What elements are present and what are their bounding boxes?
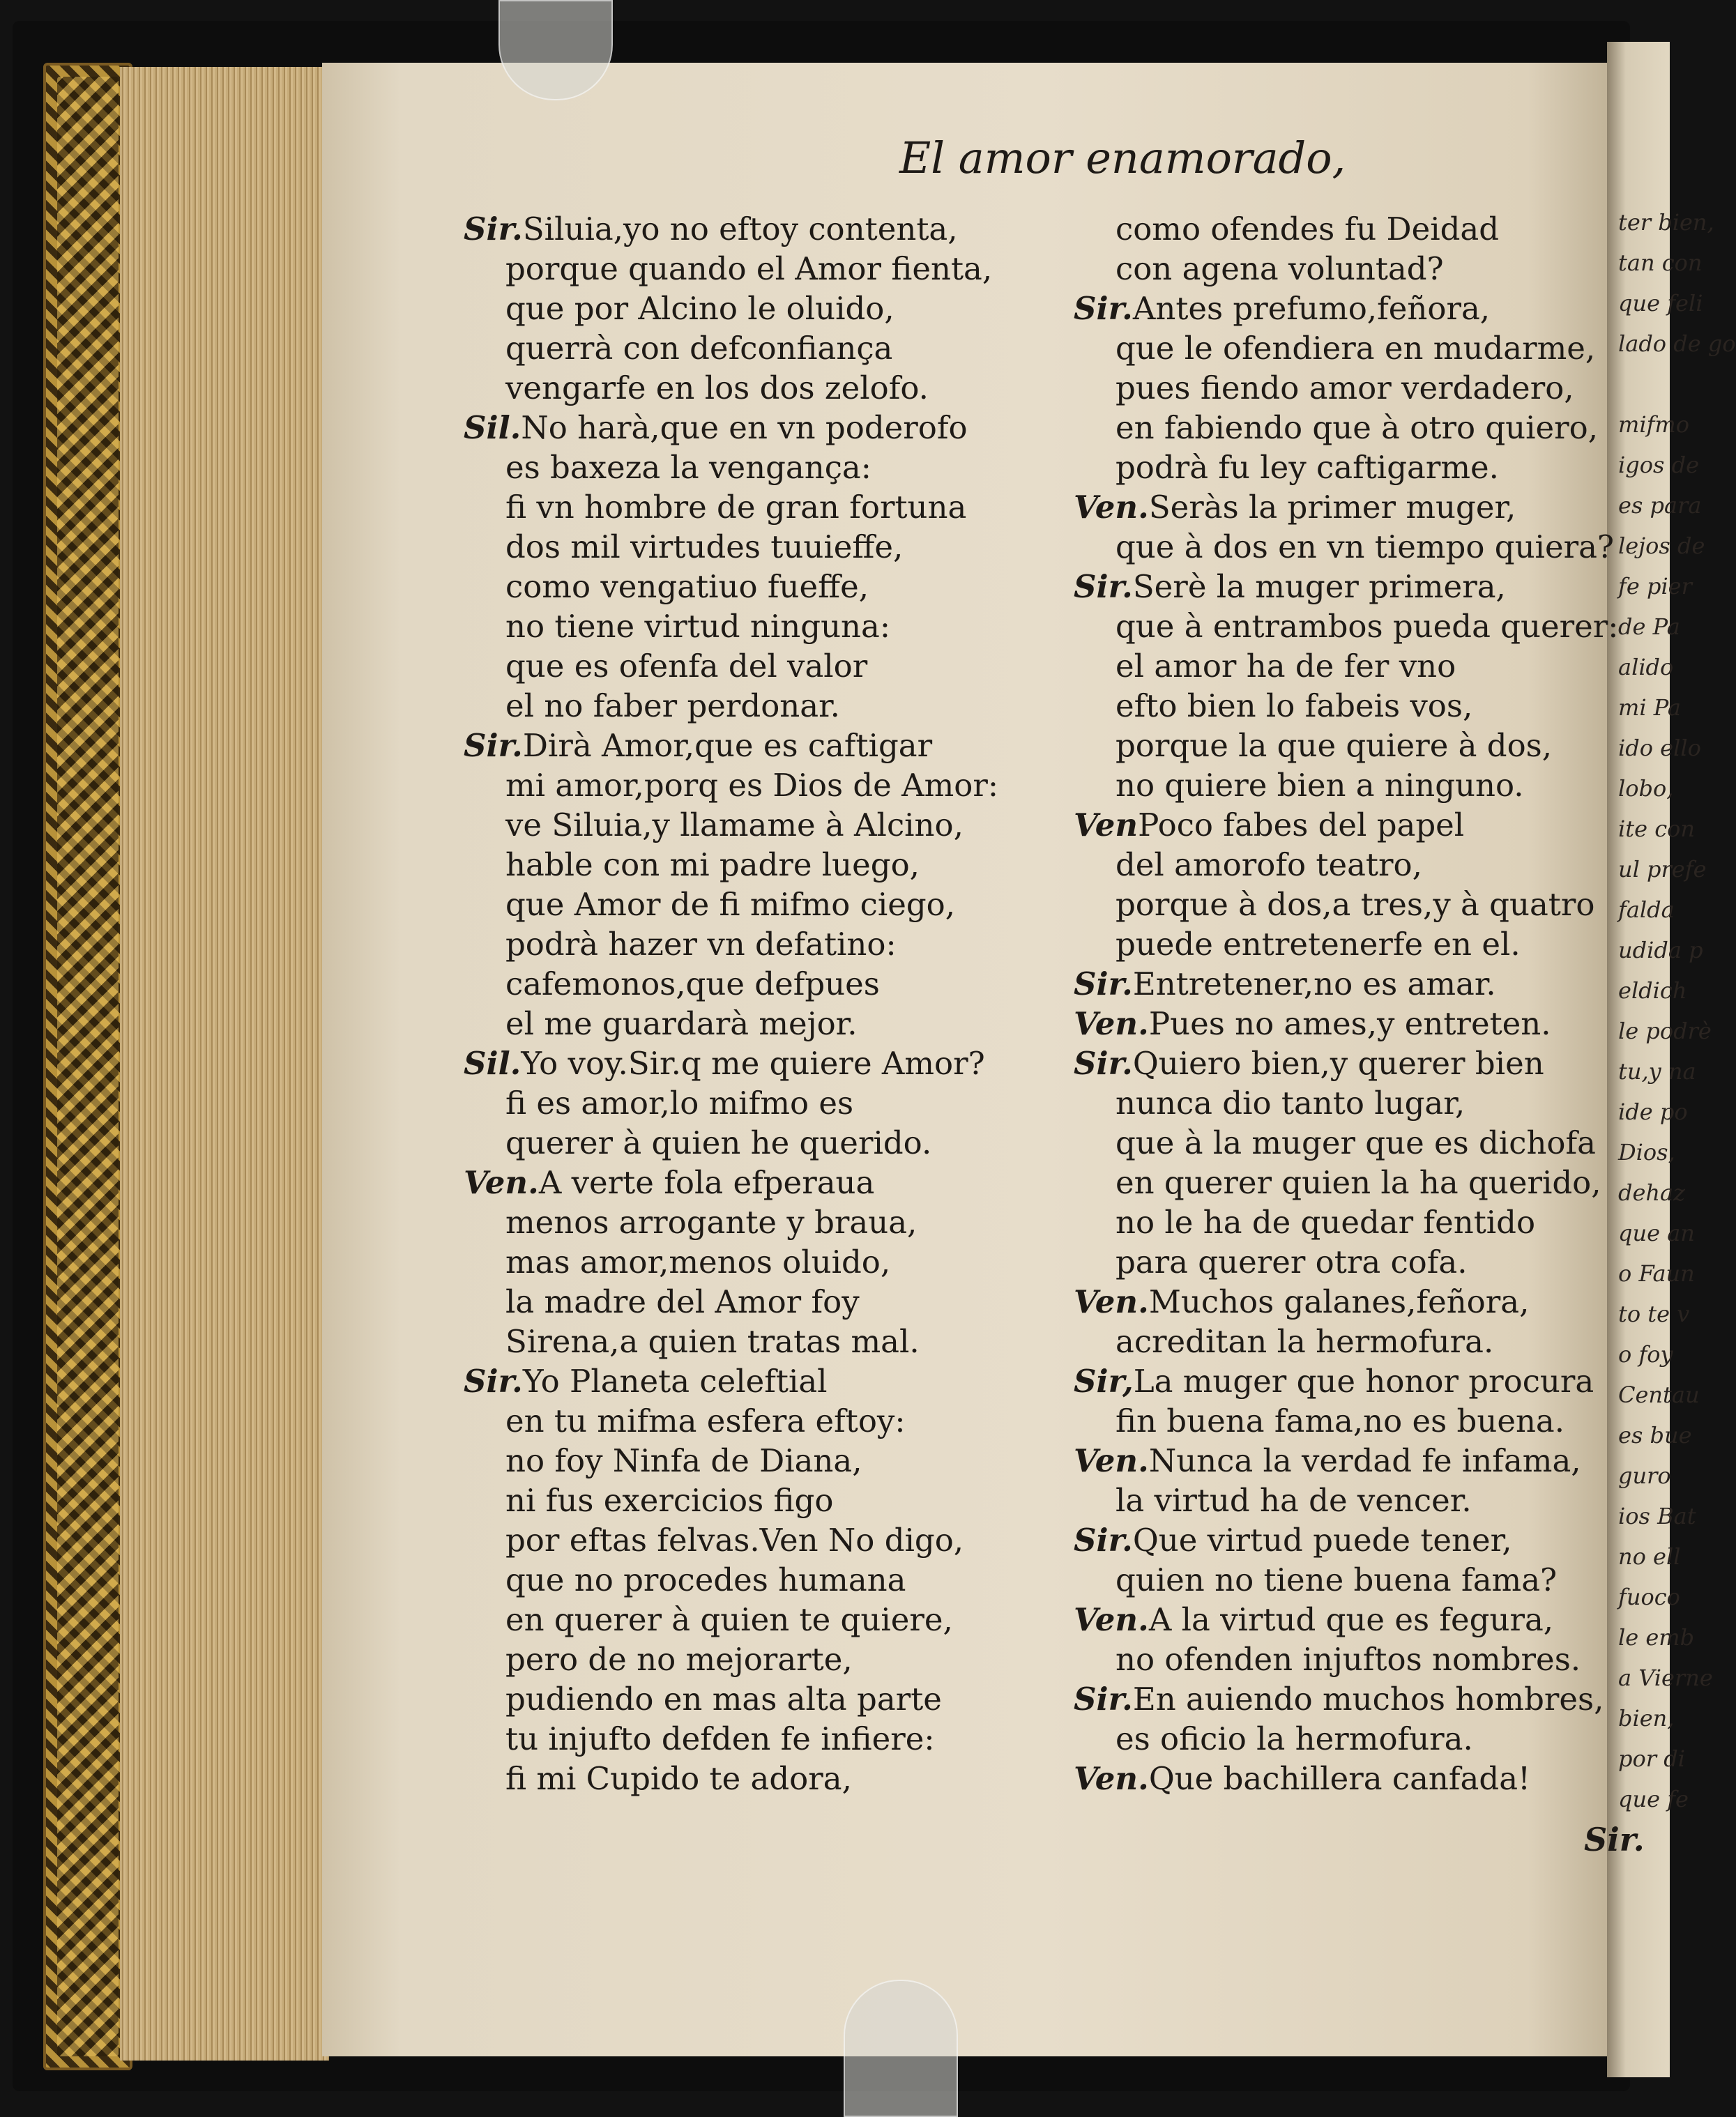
speaker-label: Sir. bbox=[1074, 568, 1133, 605]
verse-line bbox=[464, 527, 1021, 567]
facing-page-text: ios Bat bbox=[1618, 1503, 1696, 1529]
speaker-label: Sil. bbox=[464, 1045, 521, 1082]
verse-text: como ofendes fu Deidad bbox=[1116, 211, 1500, 247]
verse-text: porque quando el Amor fienta, bbox=[505, 250, 993, 287]
verse-line bbox=[464, 1123, 1021, 1163]
verse-text: porque à dos,a tres,y à quatro bbox=[1116, 886, 1595, 923]
speaker-label: Ven. bbox=[1074, 1601, 1149, 1638]
facing-page-text: tan con bbox=[1618, 250, 1703, 276]
verse-text: ve Siluia,y llamame à Alcino, bbox=[505, 807, 964, 843]
facing-page-text: es bue bbox=[1618, 1422, 1692, 1449]
verse-text: podrà fu ley caftigarme. bbox=[1116, 449, 1499, 486]
speaker-label: Ven. bbox=[1074, 1760, 1149, 1797]
verse-line bbox=[464, 1044, 1021, 1083]
verse-line bbox=[1074, 646, 1604, 686]
verse-line bbox=[464, 1202, 1021, 1242]
verse-line bbox=[464, 1600, 1021, 1640]
verse-line bbox=[1074, 1560, 1604, 1600]
verse-line bbox=[464, 845, 1021, 885]
verse-text: Entretener,no es amar. bbox=[1132, 965, 1496, 1002]
verse-text: A la virtud que es fegura, bbox=[1148, 1601, 1554, 1638]
running-header: El amor enamorado, bbox=[899, 132, 1346, 183]
page-clip-bottom bbox=[844, 1980, 958, 2117]
verse-text: el no faber perdonar. bbox=[505, 687, 840, 724]
verse-text: por eftas felvas.Ven No digo, bbox=[505, 1522, 964, 1559]
facing-page-text: ide po bbox=[1618, 1099, 1688, 1125]
facing-page-text: Dios, bbox=[1618, 1139, 1675, 1166]
verse-text: que por Alcino le oluido, bbox=[505, 290, 894, 327]
facing-page-text: falda bbox=[1618, 896, 1675, 923]
verse-text: que no procedes humana bbox=[505, 1561, 906, 1598]
verse-text: efto bien lo fabeis vos, bbox=[1116, 687, 1473, 724]
verse-text: fi es amor,lo mifmo es bbox=[505, 1085, 854, 1122]
verse-line bbox=[1074, 1123, 1604, 1163]
speaker-label: Sir. bbox=[1074, 965, 1133, 1002]
verse-line bbox=[1074, 1401, 1604, 1441]
facing-page-text: bien, bbox=[1618, 1705, 1675, 1732]
verse-text: Que virtud puede tener, bbox=[1132, 1522, 1512, 1559]
speaker-label: Ven. bbox=[1074, 1283, 1149, 1320]
facing-page-text: ter bien, bbox=[1618, 209, 1714, 236]
verse-text: en tu mifma esfera eftoy: bbox=[505, 1403, 906, 1439]
verse-line bbox=[464, 1679, 1021, 1719]
verse-text: Poco fabes del papel bbox=[1138, 807, 1465, 843]
verse-line bbox=[464, 1282, 1021, 1322]
verse-text: fi mi Cupido te adora, bbox=[505, 1760, 852, 1797]
verse-line bbox=[464, 726, 1021, 765]
speaker-label: Sir. bbox=[464, 211, 523, 247]
verse-text: Seràs la primer muger, bbox=[1148, 489, 1516, 526]
verse-line bbox=[1074, 448, 1604, 487]
verse-line bbox=[464, 964, 1021, 1004]
verse-text: acreditan la hermofura. bbox=[1116, 1323, 1494, 1360]
speaker-label: Ven. bbox=[464, 1164, 539, 1201]
facing-page-text: le podrè bbox=[1618, 1018, 1712, 1044]
verse-text: querrà con defconfiança bbox=[505, 330, 893, 367]
verse-text: mi amor,porq es Dios de Amor: bbox=[505, 767, 999, 804]
verse-text: pero de no mejorarte, bbox=[505, 1641, 853, 1678]
verse-line bbox=[464, 885, 1021, 924]
speaker-label: Ven bbox=[1074, 807, 1139, 843]
verse-text: podrà hazer vn defatino: bbox=[505, 926, 897, 963]
verse-line bbox=[1074, 368, 1604, 408]
verse-line bbox=[1074, 1083, 1604, 1123]
verse-line bbox=[1074, 1759, 1604, 1798]
gilt-edge-decoration bbox=[43, 63, 132, 2070]
verse-line bbox=[1074, 1044, 1604, 1083]
speaker-label: Sir. bbox=[1074, 1681, 1133, 1718]
verse-line bbox=[1074, 845, 1604, 885]
verse-text: no quiere bien a ninguno. bbox=[1116, 767, 1524, 804]
verse-line bbox=[1074, 1520, 1604, 1560]
verse-line bbox=[464, 765, 1021, 805]
facing-page-text: dehaz bbox=[1618, 1179, 1685, 1206]
verse-text: hable con mi padre luego, bbox=[505, 846, 920, 883]
verse-text: tu injufto defden fe infiere: bbox=[505, 1720, 935, 1757]
verse-line bbox=[1074, 527, 1615, 567]
verse-text: que à la muger que es dichofa bbox=[1116, 1124, 1596, 1161]
verse-line bbox=[464, 1520, 1021, 1560]
verse-text: que à entrambos pueda querer: bbox=[1116, 608, 1619, 645]
verse-text: no foy Ninfa de Diana, bbox=[505, 1442, 862, 1479]
facing-page-text: fuoco bbox=[1618, 1584, 1680, 1610]
verse-line bbox=[464, 487, 1021, 527]
verse-line bbox=[1074, 289, 1604, 328]
verse-text: como vengatiuo fueffe, bbox=[505, 568, 869, 605]
verse-line bbox=[464, 1719, 1021, 1759]
facing-page-text: ite con bbox=[1618, 816, 1695, 842]
verse-text: no ofenden injuftos nombres. bbox=[1116, 1641, 1581, 1678]
speaker-label: Sir. bbox=[1074, 290, 1133, 327]
verse-text: Siluia,yo no eftoy contenta, bbox=[522, 211, 958, 247]
verse-line bbox=[464, 408, 1021, 448]
verse-line bbox=[1074, 805, 1604, 845]
verse-text: cafemonos,que defpues bbox=[505, 965, 880, 1002]
verse-line bbox=[1074, 606, 1619, 646]
verse-line bbox=[1074, 1600, 1604, 1640]
speaker-label: Sir. bbox=[1074, 1045, 1133, 1082]
catchword: Sir. bbox=[1584, 1821, 1645, 1858]
verse-line bbox=[1074, 209, 1604, 249]
verse-text: en querer à quien te quiere, bbox=[505, 1601, 953, 1638]
verse-line bbox=[1074, 924, 1604, 964]
facing-page-text: Centau bbox=[1618, 1382, 1700, 1408]
verse-text: Muchos galanes,feñora, bbox=[1148, 1283, 1530, 1320]
facing-page-text: eldich bbox=[1618, 977, 1687, 1004]
verse-text: porque la que quiere à dos, bbox=[1116, 727, 1553, 764]
verse-line bbox=[464, 1401, 1021, 1441]
speaker-label: Sir, bbox=[1074, 1363, 1134, 1400]
verse-line bbox=[1074, 1242, 1604, 1282]
verse-text: fin buena fama,no es buena. bbox=[1116, 1403, 1565, 1439]
text-column-left bbox=[464, 209, 1021, 1798]
verse-text: es baxeza la vengança: bbox=[505, 449, 871, 486]
verse-line bbox=[1074, 408, 1604, 448]
verse-text: la virtud ha de vencer. bbox=[1116, 1482, 1472, 1519]
facing-page-text: o foy bbox=[1618, 1341, 1673, 1368]
verse-line bbox=[1074, 726, 1604, 765]
facing-page-text: de Pa bbox=[1618, 613, 1680, 640]
verse-line bbox=[464, 1083, 1021, 1123]
facing-page-text: a Vierne bbox=[1618, 1665, 1713, 1691]
verse-text: el amor ha de fer vno bbox=[1116, 648, 1456, 685]
verse-text: Pues no ames,y entreten. bbox=[1148, 1005, 1551, 1042]
verse-line bbox=[1074, 1719, 1604, 1759]
verse-line bbox=[1074, 964, 1604, 1004]
verse-line bbox=[1074, 567, 1604, 606]
verse-text: quien no tiene buena fama? bbox=[1116, 1561, 1558, 1598]
verse-line bbox=[464, 1441, 1021, 1481]
speaker-label: Ven. bbox=[1074, 1005, 1149, 1042]
verse-text: Sirena,a quien tratas mal. bbox=[505, 1323, 920, 1360]
facing-page-text: igos de bbox=[1618, 452, 1699, 478]
verse-text: que Amor de fi mifmo ciego, bbox=[505, 886, 956, 923]
verse-text: Dirà Amor,que es caftigar bbox=[522, 727, 933, 764]
speaker-label: Sil. bbox=[464, 409, 521, 446]
text-column-right bbox=[1074, 209, 1619, 1798]
speaker-label: Sir. bbox=[464, 727, 523, 764]
verse-line bbox=[464, 448, 1021, 487]
verse-line bbox=[464, 328, 1021, 368]
verse-text: La muger que honor procura bbox=[1133, 1363, 1594, 1400]
verse-text: fi vn hombre de gran fortuna bbox=[505, 489, 967, 526]
speaker-label: Sir. bbox=[1074, 1522, 1133, 1559]
verse-line bbox=[1074, 1202, 1604, 1242]
verse-line bbox=[1074, 249, 1604, 289]
verse-line bbox=[1074, 1282, 1604, 1322]
facing-page-text: no ell bbox=[1618, 1543, 1681, 1570]
speaker-label: Ven. bbox=[1074, 1442, 1149, 1479]
facing-page-text: lado de go bbox=[1618, 330, 1736, 357]
verse-line bbox=[464, 924, 1021, 964]
facing-page-text: le emb bbox=[1618, 1624, 1695, 1651]
facing-page-text: lobo, bbox=[1618, 775, 1674, 802]
verse-text: con agena voluntad? bbox=[1116, 250, 1444, 287]
verse-line bbox=[464, 1759, 1021, 1798]
verse-line bbox=[1074, 885, 1604, 924]
facing-page-text: que feli bbox=[1618, 290, 1703, 316]
verse-line bbox=[1074, 1441, 1604, 1481]
verse-text: Serè la muger primera, bbox=[1132, 568, 1506, 605]
verse-line bbox=[1074, 1322, 1604, 1361]
verse-text: puede entretenerfe en el. bbox=[1116, 926, 1521, 963]
verse-line bbox=[464, 1640, 1021, 1679]
verse-text: no tiene virtud ninguna: bbox=[505, 608, 891, 645]
verse-text: No harà,que en vn poderofo bbox=[521, 409, 968, 446]
verse-line bbox=[1074, 328, 1604, 368]
verse-text: el me guardarà mejor. bbox=[505, 1005, 858, 1042]
facing-page-text: o Faun bbox=[1618, 1260, 1695, 1287]
verse-text: pues fiendo amor verdadero, bbox=[1116, 369, 1574, 406]
facing-page-text: ido ello bbox=[1618, 735, 1701, 761]
facing-page-text: to te v bbox=[1618, 1301, 1690, 1327]
verse-line bbox=[464, 646, 1021, 686]
verse-text: que le ofendiera en mudarme, bbox=[1116, 330, 1596, 367]
facing-page-text: por di bbox=[1618, 1745, 1685, 1772]
verse-line bbox=[464, 805, 1021, 845]
facing-page-text: mifmo bbox=[1618, 411, 1690, 438]
verse-text: Antes prefumo,feñora, bbox=[1132, 290, 1491, 327]
verse-line bbox=[1074, 686, 1604, 726]
facing-page-text: tu,y na bbox=[1618, 1058, 1696, 1085]
verse-text: querer à quien he querido. bbox=[505, 1124, 932, 1161]
verse-line bbox=[464, 1163, 1021, 1202]
verse-text: Que bachillera canfada! bbox=[1148, 1760, 1531, 1797]
verse-line bbox=[464, 1481, 1021, 1520]
facing-page-text: es para bbox=[1618, 492, 1702, 519]
verse-text: Yo Planeta celeftial bbox=[522, 1363, 828, 1400]
verse-text: que à dos en vn tiempo quiera? bbox=[1116, 528, 1615, 565]
verse-text: En auiendo muchos hombres, bbox=[1132, 1681, 1604, 1718]
verse-line bbox=[1074, 487, 1604, 527]
verse-text: que es ofenfa del valor bbox=[505, 648, 868, 685]
verse-text: A verte fola efperaua bbox=[538, 1164, 875, 1201]
verse-line bbox=[464, 1322, 1021, 1361]
page-edges bbox=[120, 67, 329, 2061]
verse-text: Yo voy.Sir.q me quiere Amor? bbox=[521, 1045, 985, 1082]
verse-line bbox=[464, 368, 1021, 408]
verse-line bbox=[464, 1004, 1021, 1044]
verse-line bbox=[1074, 1679, 1604, 1719]
verse-line bbox=[1074, 1640, 1604, 1679]
verse-text: pudiendo en mas alta parte bbox=[505, 1681, 942, 1718]
speaker-label: Sir. bbox=[464, 1363, 523, 1400]
facing-page-fragment bbox=[1607, 42, 1736, 2077]
facing-page-text: guro bbox=[1618, 1462, 1671, 1489]
verse-text: menos arrogante y braua, bbox=[505, 1204, 918, 1241]
facing-page-text: alido bbox=[1618, 654, 1674, 680]
verse-text: dos mil virtudes tuuieffe, bbox=[505, 528, 904, 565]
facing-page-text: udida p bbox=[1618, 937, 1703, 963]
verse-text: del amorofo teatro, bbox=[1116, 846, 1422, 883]
verse-line bbox=[464, 289, 1021, 328]
speaker-label: Ven. bbox=[1074, 489, 1149, 526]
verse-line bbox=[1074, 1163, 1604, 1202]
verse-line bbox=[464, 249, 1021, 289]
facing-page-text: que fe bbox=[1618, 1786, 1689, 1812]
verse-line bbox=[464, 209, 1021, 249]
verse-line bbox=[1074, 1361, 1604, 1401]
verse-line bbox=[464, 1560, 1021, 1600]
facing-page-text: ul prefe bbox=[1618, 856, 1707, 882]
verse-text: vengarfe en los dos zelofo. bbox=[505, 369, 929, 406]
verse-line bbox=[1074, 765, 1604, 805]
verse-line bbox=[464, 567, 1021, 606]
facing-page-text: fe pier bbox=[1618, 573, 1692, 599]
verse-line bbox=[464, 606, 1021, 646]
verse-text: mas amor,menos oluido, bbox=[505, 1244, 891, 1281]
verse-text: para querer otra cofa. bbox=[1116, 1244, 1468, 1281]
verse-text: la madre del Amor foy bbox=[505, 1283, 860, 1320]
verse-line bbox=[464, 1361, 1021, 1401]
verse-text: en querer quien la ha querido, bbox=[1116, 1164, 1601, 1201]
verse-text: Nunca la verdad fe infama, bbox=[1148, 1442, 1581, 1479]
verse-line bbox=[464, 686, 1021, 726]
verse-text: ni fus exercicios figo bbox=[505, 1482, 834, 1519]
verse-text: Quiero bien,y querer bien bbox=[1132, 1045, 1544, 1082]
verse-text: es oficio la hermofura. bbox=[1116, 1720, 1473, 1757]
facing-page-text: mi Pa bbox=[1618, 694, 1681, 721]
verse-text: nunca dio tanto lugar, bbox=[1116, 1085, 1465, 1122]
verse-line bbox=[1074, 1004, 1604, 1044]
verse-line bbox=[464, 1242, 1021, 1282]
facing-page-text: que an bbox=[1618, 1220, 1695, 1246]
verse-text: en fabiendo que à otro quiero, bbox=[1116, 409, 1599, 446]
verse-line bbox=[1074, 1481, 1604, 1520]
verse-text: no le ha de quedar fentido bbox=[1116, 1204, 1536, 1241]
facing-page-text: lejos de bbox=[1618, 533, 1705, 559]
